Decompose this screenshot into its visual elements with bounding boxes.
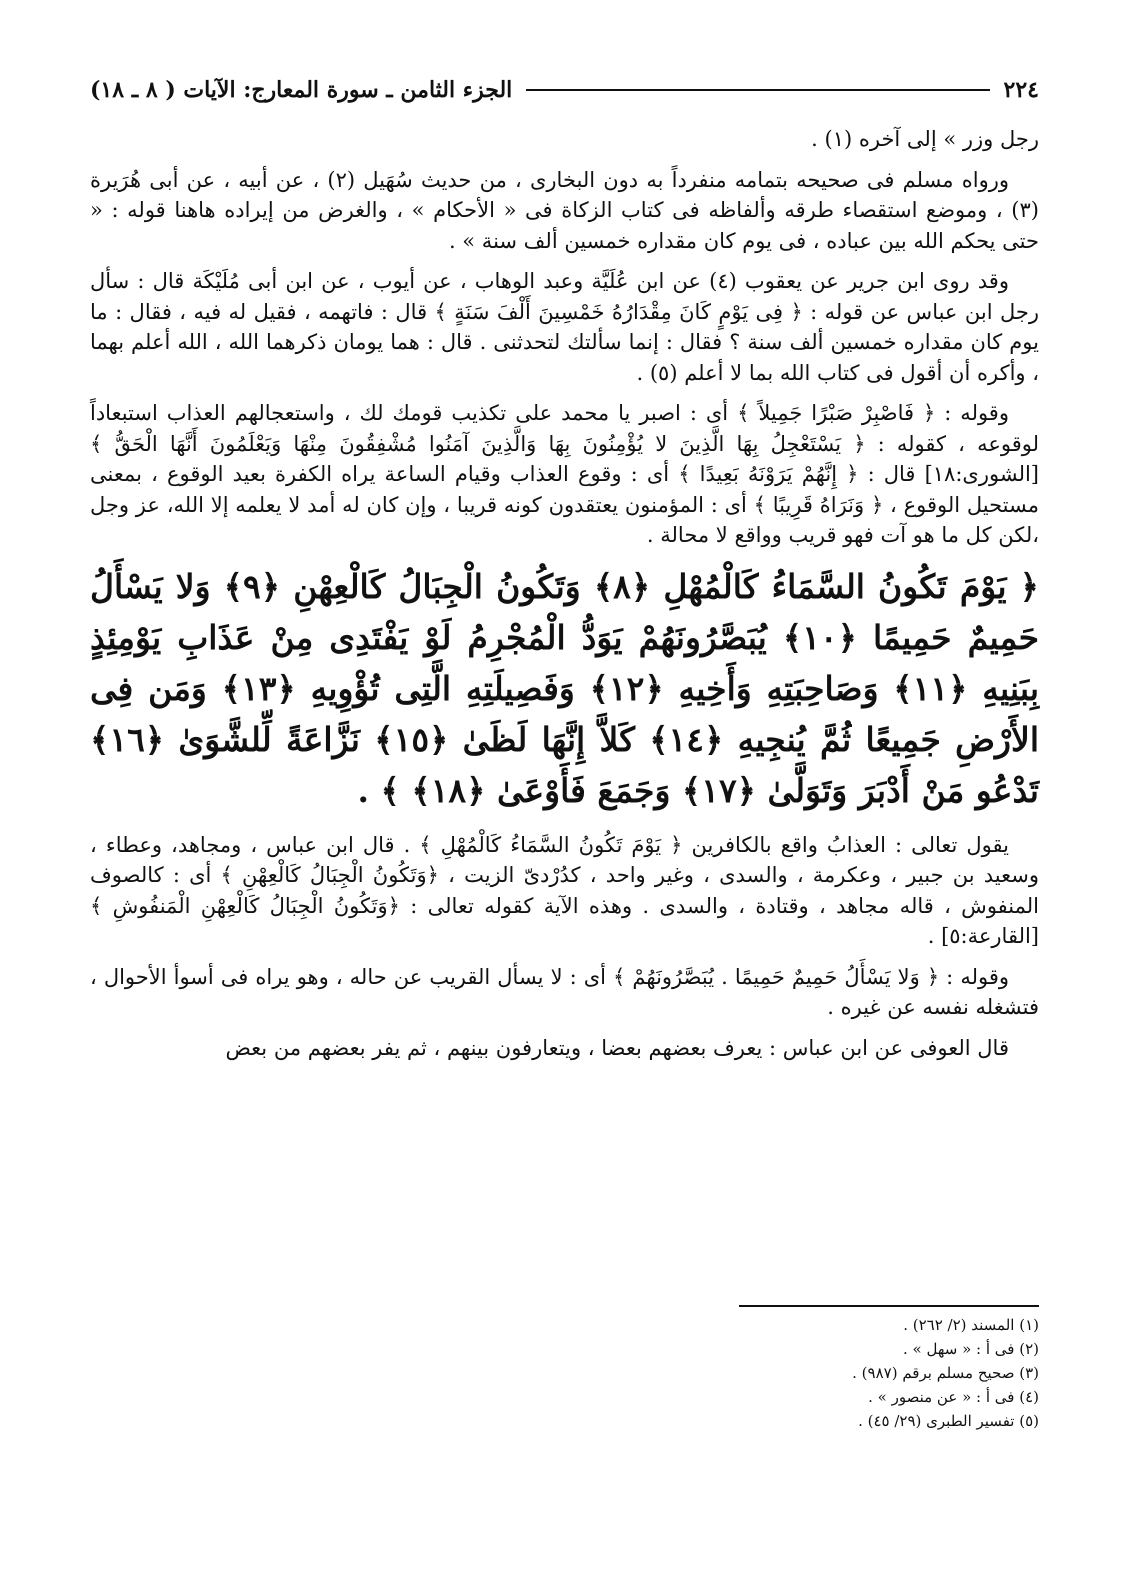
paragraph-5: يقول تعالى : العذابُ واقع بالكافرين ﴿ يَوْمَ تَكُونُ السَّمَاءُ كَالْمُهْلِ ﴾ . قال ابن عباس ، ومجاهد، وعطاء ، وسعيد بن جبير ، وعكرمة ، والسدى ، وغير واحد ، كدُرْدىّ الزيت ، ﴿وَتَكُونُ الْجِبَالُ كَالْعِهْنِ ﴾ أى : كالصوف المنفوش ، قاله مجاهد ، وقتادة ، والسدى . وهذه الآية كقوله تعالى : ﴿وَتَكُونُ الْجِبَالُ كَالْعِهْنِ الْمَنفُوشِ ﴾ [القارعة:٥] . <box>90 832 1039 948</box>
running-title: الجزء الثامن ـ سورة المعارج: الآيات ( ٨ ـ ١٨) <box>90 77 513 103</box>
page-number: ٢٢٤ <box>1003 77 1039 103</box>
footnote-3: (٣) صحيح مسلم برقم (٩٨٧) . <box>852 1364 1039 1382</box>
footnote-separator <box>739 1305 1039 1307</box>
header-rule <box>526 89 989 91</box>
paragraph-3: وقد روى ابن جرير عن يعقوب (٤) عن ابن عُلَيَّة وعبد الوهاب ، عن أيوب ، عن ابن أبى مُلَيْكَة قال : سأل رجل ابن عباس عن قوله : ﴿ فِى يَوْمٍ كَانَ مِقْدَارُهُ خَمْسِينَ أَلْفَ سَنَةٍ ﴾ قال : فاتهمه ، فقيل له فيه ، فقال : ما يوم كان مقداره خمسين ألف سنة ؟ فقال : إنما سألتك لتحدثنى . قال : هما يومان ذكرهما الله ، الله أعلم بهما ، وأكره أن أقول فى كتاب الله بما لا أعلم (٥) . <box>90 269 1039 385</box>
footnote-4: (٤) فى أ : « عن منصور » . <box>868 1388 1039 1406</box>
paragraph-6: وقوله : ﴿ وَلا يَسْأَلُ حَمِيمٌ حَمِيمًا . يُبَصَّرُونَهُمْ ﴾ أى : لا يسأل القريب عن حاله ، وهو يراه فى أسوأ الأحوال ، فتشغله نفسه عن غيره . <box>90 964 1039 1019</box>
quran-verses-block: ﴿ يَوْمَ تَكُونُ السَّمَاءُ كَالْمُهْلِ ﴿٨﴾ وَتَكُونُ الْجِبَالُ كَالْعِهْنِ ﴿٩﴾ وَلا يَسْأَلُ حَمِيمٌ حَمِيمًا ﴿١٠﴾ يُبَصَّرُونَهُمْ يَوَدُّ الْمُجْرِمُ لَوْ يَفْتَدِى مِنْ عَذَابِ يَوْمِئِذٍ بِبَنِيهِ ﴿١١﴾ وَصَاحِبَتِهِ وَأَخِيهِ ﴿١٢﴾ وَفَصِيلَتِهِ الَّتِى تُؤْوِيهِ ﴿١٣﴾ وَمَن فِى الأَرْضِ جَمِيعًا ثُمَّ يُنجِيهِ ﴿١٤﴾ كَلاَّ إِنَّهَا لَظَىٰ ﴿١٥﴾ نَزَّاعَةً لِّلشَّوَىٰ ﴿١٦﴾ تَدْعُو مَنْ أَدْبَرَ وَتَوَلَّىٰ ﴿١٧﴾ وَجَمَعَ فَأَوْعَىٰ ﴿١٨﴾ ﴾ . <box>90 566 1040 810</box>
paragraph-4: وقوله : ﴿ فَاصْبِرْ صَبْرًا جَمِيلاً ﴾ أى : اصبر يا محمد على تكذيب قومك لك ، واستعجالهم العذاب استبعاداً لوقوعه ، كقوله : ﴿ يَسْتَعْجِلُ بِهَا الَّذِينَ لا يُؤْمِنُونَ بِهَا وَالَّذِينَ آمَنُوا مُشْفِقُونَ مِنْهَا وَيَعْلَمُونَ أَنَّهَا الْحَقُّ ﴾ [الشورى:١٨] قال : ﴿ إِنَّهُمْ يَرَوْنَهُ بَعِيدًا ﴾ أى : وقوع العذاب وقيام الساعة يراه الكفرة بعيد الوقوع ، بمعنى مستحيل الوقوع ، ﴿ وَنَرَاهُ قَرِيبًا ﴾ أى : المؤمنون يعتقدون كونه قريبا ، وإن كان له أمد لا يعلمه إلا الله، عز وجل ،لكن كل ما هو آت فهو قريب وواقع لا محالة . <box>90 401 1039 547</box>
footnote-2: (٢) فى أ : « سهل » . <box>902 1340 1039 1358</box>
footnote-1: (١) المسند (٢/ ٢٦٢) . <box>903 1316 1039 1334</box>
footnote-5: (٥) تفسير الطبرى (٢٩/ ٤٥) . <box>858 1412 1039 1430</box>
paragraph-7: قال العوفى عن ابن عباس : يعرف بعضهم بعضا ، ويتعارفون بينهم ، ثم يفر بعضهم من بعض <box>225 1035 1009 1060</box>
paragraph-1: رجل وزر » إلى آخره (١) . <box>811 127 1039 151</box>
footnotes <box>89 1305 1039 1433</box>
page-header <box>90 70 1039 110</box>
paragraph-2: ورواه مسلم فى صحيحه بتمامه منفرداً به دون البخارى ، من حديث سُهَيل (٢) ، عن أبيه ، عن أبى هُرَيرة (٣) ، وموضع استقصاء طرقه وألفاظه فى كتاب الزكاة فى « الأحكام » ، والغرض من إيراده هاهنا قوله : « حتى يحكم الله بين عباده ، فى يوم كان مقداره خمسين ألف سنة » . <box>90 167 1039 253</box>
main-text <box>90 124 1039 1063</box>
